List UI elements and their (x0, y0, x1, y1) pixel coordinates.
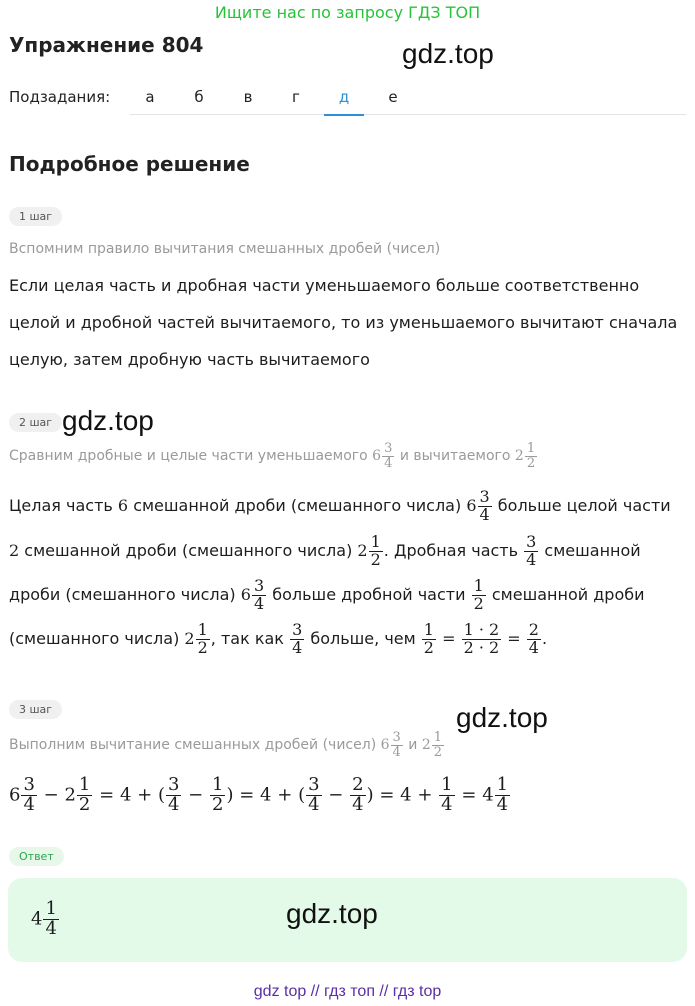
answer-value: 4 $\frac{1}{4}$ (31, 898, 57, 939)
watermark: gdz.top (402, 38, 494, 69)
tab-b[interactable]: б (194, 88, 204, 106)
footer-links[interactable]: gdz top // гдз топ // гдз top (253, 983, 442, 1000)
step-2-line-4: (смешанного числа) 2 $\frac{1}{2}$ , так как $\frac{3}{4}$ больше, чем $\frac{1}{2}$ = $\frac{1 \cdot 2}{2 \cdot 2}$ = $\frac{2}{4}$ . (9, 620, 548, 657)
tab-g[interactable]: г (292, 88, 300, 106)
step-2-hint: Сравним дробные и целые части уменьшаемого 6 $\frac{3}{4}$ и вычитаемого 2 $\frac{1}{2}$ (9, 441, 536, 471)
tab-d[interactable]: д (324, 88, 364, 116)
solution-title: Подробное решение (9, 152, 250, 176)
step-2-badge: 2 шаг (9, 413, 62, 432)
tabs-divider (130, 114, 686, 115)
step-2-line-2: 2 смешанной дроби (смешанного числа) 2 $\frac{1}{2}$ . Дробная часть $\frac{3}{4}$ смешанной (9, 532, 641, 569)
tab-e[interactable]: е (388, 88, 398, 106)
step-1-text: Если целая часть и дробная части уменьшаемого больше соответственно целой и дробной частей вычитаемого, то из уменьшаемого вычитают сначала целую, затем дробную часть вычитаемого (9, 276, 678, 369)
watermark: gdz.top (456, 702, 548, 733)
tab-a[interactable]: а (145, 88, 155, 106)
step-1-hint: Вспомним правило вычитания смешанных дробей (чисел) (9, 241, 441, 257)
step-3-equation: 6 $\frac{3}{4}$ − 2 $\frac{1}{2}$ = 4 + ( $\frac{3}{4}$ − $\frac{1}{2}$ ) = 4 + ( $\frac{3}{4}$ − $\frac{2}{4}$ ) = 4 + $\frac{1}{4}$ = 4 $\frac{1}{4}$ (9, 774, 509, 815)
answer-badge: Ответ (9, 847, 64, 866)
subtasks-label: Подзадания: (9, 88, 111, 106)
step-1-badge: 1 шаг (9, 207, 62, 226)
watermark: gdz.top (286, 898, 378, 929)
step-3-hint: Выполним вычитание смешанных дробей (чисел) 6 $\frac{3}{4}$ и 2 $\frac{1}{2}$ (9, 730, 443, 760)
step-2-line-1: Целая часть 6 смешанной дроби (смешанного числа) 6 $\frac{3}{4}$ больше целой части (9, 487, 671, 524)
exercise-title: Упражнение 804 (9, 33, 204, 57)
tab-v[interactable]: в (243, 88, 253, 106)
search-banner: Ищите нас по запросу ГДЗ ТОП (214, 3, 481, 22)
watermark: gdz.top (62, 405, 154, 436)
step-2-line-3: дроби (смешанного числа) 6 $\frac{3}{4}$ больше дробной части $\frac{1}{2}$ смешанной дроби (9, 576, 645, 613)
step-3-badge: 3 шаг (9, 700, 62, 719)
